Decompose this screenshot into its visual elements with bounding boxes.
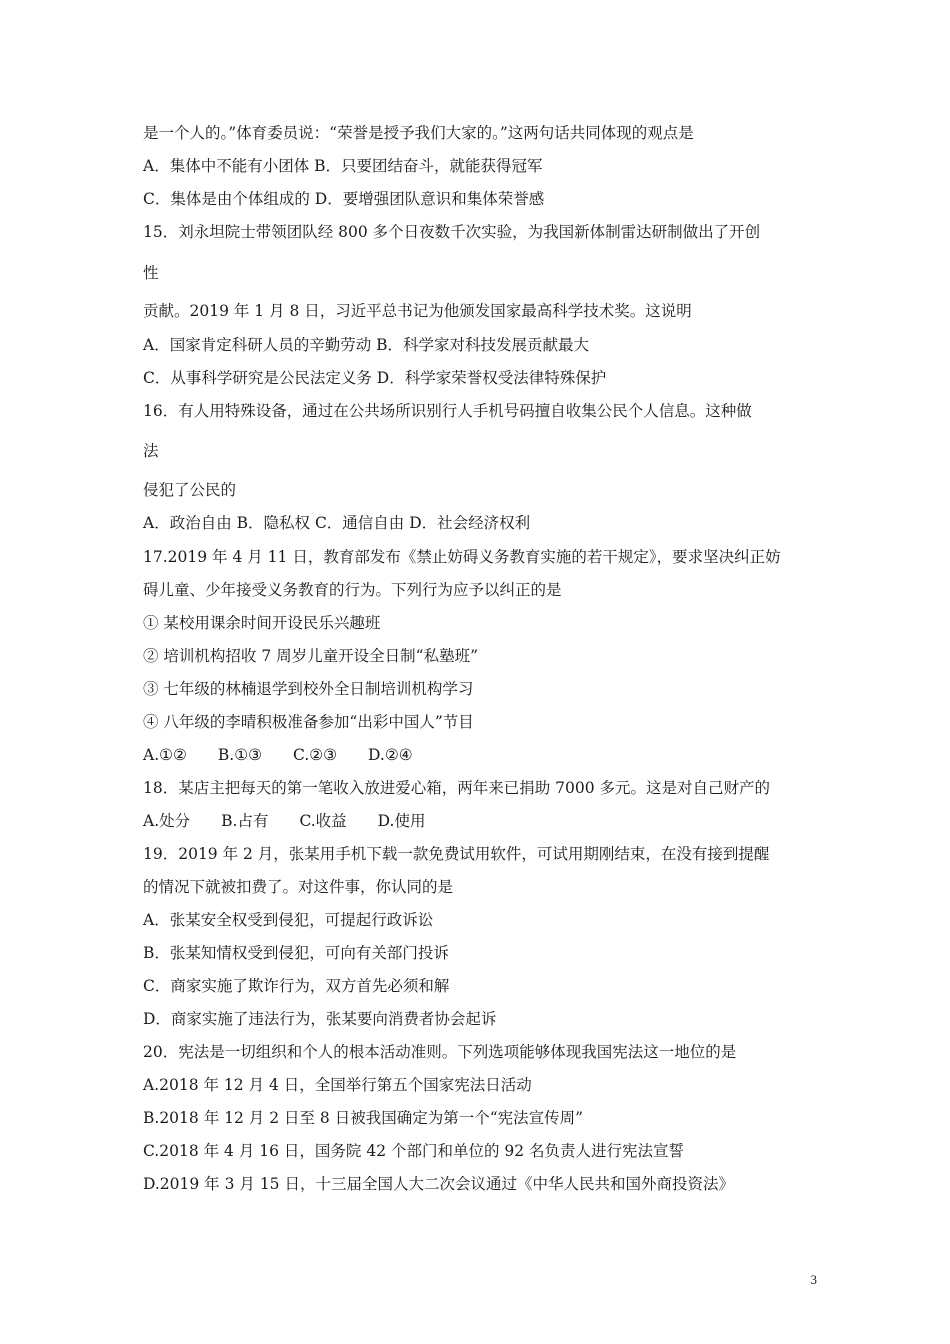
text-line: ④ 八年级的李晴积极准备参加“出彩中国人”节目 [143, 713, 474, 731]
text-line: A.2018 年 12 月 4 日，全国举行第五个国家宪法日活动 [143, 1076, 532, 1094]
text-line: D．商家实施了违法行为，张某要向消费者协会起诉 [143, 1010, 497, 1028]
text-line: A．政治自由 B．隐私权 C．通信自由 D．社会经济权利 [143, 514, 531, 532]
text-line: C.2018 年 4 月 16 日，国务院 42 个部门和单位的 92 名负责人进行宪法宣誓 [143, 1142, 685, 1160]
text-line: C．从事科学研究是公民法定义务 D．科学家荣誉权受法律特殊保护 [143, 369, 607, 387]
text-line: D.2019 年 3 月 15 日，十三届全国人大二次会议通过《中华人民共和国外商投资法》 [143, 1175, 734, 1193]
text-line: 17.2019 年 4 月 11 日，教育部发布《禁止妨碍义务教育实施的若干规定》，要求坚决纠正妨 [143, 548, 781, 566]
text-line: A．国家肯定科研人员的辛勤劳动 B．科学家对科技发展贡献最大 [143, 336, 590, 354]
text-line: B．张某知情权受到侵犯，可向有关部门投诉 [143, 944, 449, 962]
text-line: 贡献。2019 年 1 月 8 日，习近平总书记为他颁发国家最高科学技术奖。这说明 [143, 302, 692, 320]
text-line: 15．刘永坦院士带领团队经 800 多个日夜数千次实验，为我国新体制雷达研制做出了开创 [143, 223, 761, 241]
text-line: 18．某店主把每天的第一笔收入放进爱心箱，两年来已捐助 7000 多元。这是对自己财产的 [143, 779, 771, 797]
text-line: A．集体中不能有小团体 B．只要团结奋斗，就能获得冠军 [143, 157, 543, 175]
text-line: 是一个人的。”体育委员说：“荣誉是授予我们大家的。”这两句话共同体现的观点是 [143, 124, 694, 142]
text-line: 侵犯了公民的 [143, 481, 237, 499]
text-line: 19．2019 年 2 月，张某用手机下载一款免费试用软件，可试用期刚结束，在没有接到提醒 [143, 845, 770, 863]
text-line: A.处分 B.占有 C.收益 D.使用 [143, 812, 426, 830]
text-line: B.2018 年 12 月 2 日至 8 日被我国确定为第一个“宪法宣传周” [143, 1109, 584, 1127]
text-line: C．集体是由个体组成的 D．要增强团队意识和集体荣誉感 [143, 190, 545, 208]
text-line: 20．宪法是一切组织和个人的根本活动准则。下列选项能够体现我国宪法这一地位的是 [143, 1043, 737, 1061]
text-line: 法 [143, 442, 159, 460]
text-line: 性 [143, 264, 159, 282]
text-line: ① 某校用课余时间开设民乐兴趣班 [143, 614, 381, 632]
text-line: C．商家实施了欺诈行为，双方首先必须和解 [143, 977, 450, 995]
text-line: A.①② B.①③ C.②③ D.②④ [143, 746, 413, 764]
page-number: 3 [810, 1272, 817, 1287]
text-line: ③ 七年级的林楠退学到校外全日制培训机构学习 [143, 680, 474, 698]
text-line: A．张某安全权受到侵犯，可提起行政诉讼 [143, 911, 434, 929]
text-line: 的情况下就被扣费了。对这件事，你认同的是 [143, 878, 454, 896]
text-line: 16．有人用特殊设备，通过在公共场所识别行人手机号码擅自收集公民个人信息。这种做 [143, 402, 752, 420]
text-line: 碍儿童、少年接受义务教育的行为。下列行为应予以纠正的是 [143, 581, 562, 599]
text-line: ② 培训机构招收 7 周岁儿童开设全日制“私塾班” [143, 647, 478, 665]
